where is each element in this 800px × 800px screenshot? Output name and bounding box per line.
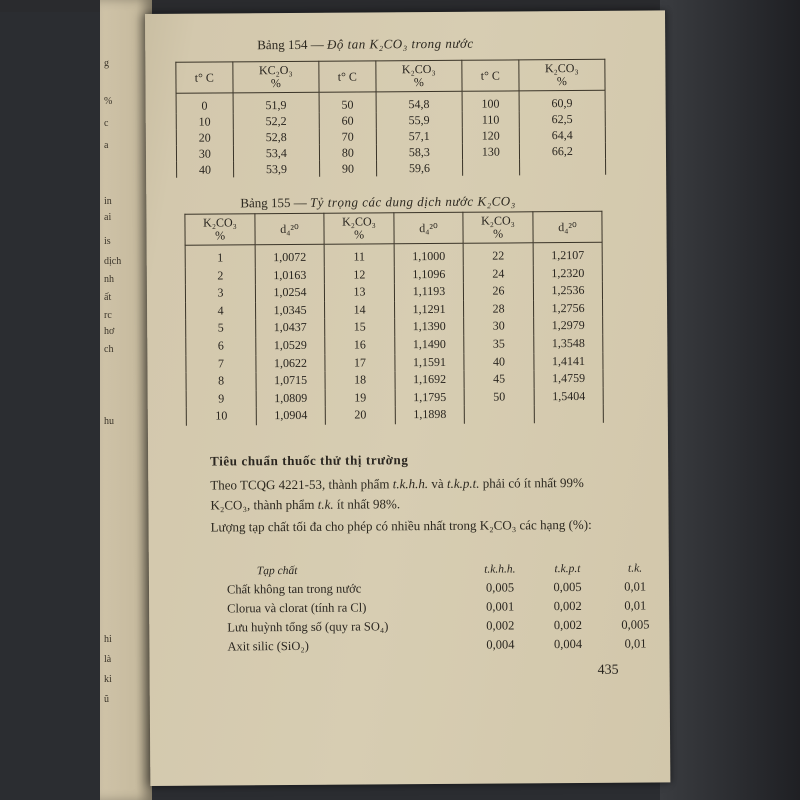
table-cell: 1,5404 xyxy=(534,388,603,406)
table-cell: 1,1193 xyxy=(394,283,463,301)
table-cell: 0,004 xyxy=(553,636,583,652)
table-cell: 30 xyxy=(176,145,233,161)
table-cell xyxy=(534,405,603,423)
table-cell: 45 xyxy=(464,370,534,388)
table-cell: 15 xyxy=(325,319,395,337)
left-fragment: ki xyxy=(104,674,112,685)
table-cell: 26 xyxy=(463,282,533,300)
impurity-name: Axit silic (SiO₂) xyxy=(227,638,309,654)
table-cell: 1,1692 xyxy=(395,371,464,389)
left-fragment: % xyxy=(104,96,113,107)
table154-caption-number: Bảng 154 — xyxy=(257,36,324,53)
table-cell: 80 xyxy=(319,144,376,160)
paragraph-impurities: Lượng tạp chất tối đa cho phép có nhiều nhất trong K₂CO₃ các hạng (%): xyxy=(210,516,592,535)
table-cell: 19 xyxy=(325,389,395,407)
table-cell: 1,1591 xyxy=(395,353,464,371)
table-cell: 66,2 xyxy=(519,143,605,160)
section-title: Tiêu chuẩn thuốc thử thị trường xyxy=(210,452,409,469)
table-cell: 6 xyxy=(186,337,256,355)
table-cell: 1,2107 xyxy=(533,242,602,265)
table-cell: 1,0072 xyxy=(255,244,324,267)
table-cell: 13 xyxy=(324,283,394,301)
impurities-table xyxy=(227,558,670,656)
column-header: t° C xyxy=(319,61,376,92)
table-cell: 0,01 xyxy=(624,579,647,594)
left-fragment: dịch xyxy=(104,256,122,267)
left-fragment: hu xyxy=(104,416,114,427)
column-header: t° C xyxy=(462,60,519,91)
table-cell: 1,0904 xyxy=(256,407,325,425)
table-cell: 1,0715 xyxy=(256,372,325,390)
table-154 xyxy=(175,59,606,178)
table-row xyxy=(177,159,606,178)
table-cell: 60 xyxy=(319,112,376,128)
left-fragment: là xyxy=(104,654,112,665)
table-cell: 70 xyxy=(319,128,376,144)
table-cell: 14 xyxy=(324,301,394,319)
column-header: d₄²⁰ xyxy=(255,213,324,244)
table154-caption xyxy=(257,36,474,54)
left-fragment: hơ xyxy=(104,326,115,337)
table-cell: 40 xyxy=(177,161,234,177)
left-fragment: ch xyxy=(104,344,114,355)
table-cell: 52,8 xyxy=(233,129,319,146)
table-cell: 1,1795 xyxy=(395,389,464,407)
table-155 xyxy=(184,211,603,426)
table-cell: 0,002 xyxy=(553,617,582,633)
column-header: t.k.h.h. xyxy=(484,562,516,576)
table-cell: 1,2320 xyxy=(533,264,602,282)
table-cell: 5 xyxy=(186,320,256,338)
table-cell: 20 xyxy=(325,407,395,425)
table-cell: 1,4141 xyxy=(534,352,603,370)
table-cell xyxy=(464,406,534,424)
column-header: K₂CO₃ % xyxy=(519,59,605,91)
table-cell: 2 xyxy=(185,267,255,285)
table-cell: 1,0345 xyxy=(256,302,325,320)
table-cell: 0,002 xyxy=(553,598,582,614)
table-cell: 0,005 xyxy=(553,579,582,595)
table-cell: 90 xyxy=(320,160,377,176)
left-fragment: c xyxy=(104,118,109,129)
table-cell: 22 xyxy=(463,243,533,266)
table-cell: 12 xyxy=(324,266,394,284)
left-fragment: is xyxy=(104,236,111,247)
left-fragment: rc xyxy=(104,310,112,321)
table-cell xyxy=(519,159,605,176)
left-fragment: nh xyxy=(104,274,114,285)
table-cell: 1,1000 xyxy=(394,243,463,266)
table-cell: 1,0163 xyxy=(255,266,324,284)
table-cell: 0 xyxy=(176,93,233,114)
left-fragment: hi xyxy=(104,634,112,645)
background-right xyxy=(660,0,800,800)
table-cell: 20 xyxy=(176,129,233,145)
table-cell: 51,9 xyxy=(233,92,319,113)
column-header: K₂CO₃ % xyxy=(463,212,533,243)
column-header: Tạp chất xyxy=(256,564,298,577)
table-cell: 4 xyxy=(186,302,256,320)
table-cell: 58,3 xyxy=(376,144,462,161)
table-cell: 1,0622 xyxy=(256,354,325,372)
column-header: t.k. xyxy=(627,562,643,575)
table-cell: 110 xyxy=(462,111,519,127)
table-cell: 53,9 xyxy=(233,161,319,178)
table-cell: 3 xyxy=(185,284,255,302)
table-cell: 1,1898 xyxy=(395,406,464,424)
table-cell: 1,2536 xyxy=(533,282,602,300)
table-cell: 120 xyxy=(462,127,519,143)
table-cell: 1,1096 xyxy=(394,265,463,283)
table-cell: 1,1390 xyxy=(395,318,464,336)
table155-caption xyxy=(240,193,515,211)
table-cell: 50 xyxy=(319,92,376,113)
table-cell: 1,3548 xyxy=(534,335,603,353)
table-cell: 16 xyxy=(325,336,395,354)
table-cell: 0,005 xyxy=(621,617,650,632)
column-header: KC₂O₃ % xyxy=(233,61,319,93)
table-cell: 1,2756 xyxy=(534,300,603,318)
table155-caption-number: Bảng 155 — xyxy=(240,194,307,211)
table-cell: 1,2979 xyxy=(534,317,603,335)
table-cell: 18 xyxy=(325,371,395,389)
table-cell: 59,6 xyxy=(376,160,462,177)
table-cell: 52,2 xyxy=(233,113,319,130)
table-cell: 57,1 xyxy=(376,128,462,145)
impurity-name: Chất không tan trong nước xyxy=(226,581,362,597)
column-header: t° C xyxy=(176,62,233,93)
left-fragment: g xyxy=(104,58,109,69)
paragraph-standard: Theo TCQG 4221-53, thành phẩm t.k.h.h. và t.k.p.t. phải có ít nhất 99% K₂CO₃, thành phẩm t.k. ít nhất 98%. xyxy=(210,474,584,513)
table-cell: 130 xyxy=(462,143,519,159)
table-cell: 10 xyxy=(186,408,256,426)
table-cell: 24 xyxy=(463,265,533,283)
impurity-name: Lưu huỳnh tổng số (quy ra SO₄) xyxy=(227,619,389,635)
table-cell: 35 xyxy=(464,335,534,353)
table-cell: 17 xyxy=(325,354,395,372)
table-cell: 1,1291 xyxy=(395,301,464,319)
column-header: K₂CO₃ % xyxy=(376,60,462,92)
column-header: d₄²⁰ xyxy=(533,211,602,242)
table-cell: 53,4 xyxy=(233,145,319,162)
table155-caption-title: Tỷ trọng các dung dịch nước K₂CO₃ xyxy=(309,193,516,210)
left-fragment: ũ xyxy=(104,694,109,705)
column-header: t.k.p.t xyxy=(554,562,581,575)
table-cell: 0,001 xyxy=(486,599,515,614)
table-cell: 30 xyxy=(464,318,534,336)
table-cell: 1 xyxy=(185,245,255,268)
table-cell: 62,5 xyxy=(519,111,605,128)
table-cell: 0,002 xyxy=(486,618,515,633)
table-row xyxy=(185,242,602,267)
left-fragment: in xyxy=(104,196,112,207)
table-cell: 1,0437 xyxy=(256,319,325,337)
left-fragment: ai xyxy=(104,212,112,223)
page-number: 435 xyxy=(597,662,619,678)
table-cell: 8 xyxy=(186,372,256,390)
table-cell: 40 xyxy=(464,353,534,371)
table-cell: 50 xyxy=(464,388,534,406)
left-page-edge xyxy=(100,0,152,800)
table-row xyxy=(186,405,603,426)
left-fragment: a xyxy=(104,140,109,151)
book-page xyxy=(145,10,670,786)
left-fragment: ất xyxy=(104,292,112,303)
table-cell: 7 xyxy=(186,355,256,373)
impurity-name: Clorua và clorat (tính ra Cl) xyxy=(227,600,367,616)
table-row xyxy=(227,634,669,656)
table-cell: 100 xyxy=(462,91,519,112)
table-cell: 0,005 xyxy=(485,580,515,595)
table-cell: 1,4759 xyxy=(534,370,603,388)
column-header: K₂CO₃ % xyxy=(185,214,255,245)
table154-caption-title: Độ tan K₂CO₃ trong nước xyxy=(326,35,474,52)
table-cell: 10 xyxy=(176,113,233,129)
table-cell: 60,9 xyxy=(519,90,605,111)
table-cell: 64,4 xyxy=(519,127,605,144)
table-cell: 28 xyxy=(463,300,533,318)
table-cell: 0,01 xyxy=(624,636,647,651)
table-cell: 1,0254 xyxy=(255,284,324,302)
table-cell: 1,1490 xyxy=(395,336,464,354)
table-cell xyxy=(462,159,519,175)
table-cell: 54,8 xyxy=(376,91,462,112)
table-cell: 9 xyxy=(186,390,256,408)
table-cell: 0,004 xyxy=(486,637,515,652)
table-cell: 11 xyxy=(324,244,394,267)
column-header: K₂CO₃ % xyxy=(324,213,394,244)
table-cell: 0,01 xyxy=(624,598,647,613)
table-cell: 1,0809 xyxy=(256,390,325,408)
table-cell: 1,0529 xyxy=(256,337,325,355)
column-header: d₄²⁰ xyxy=(394,212,463,243)
table-cell: 55,9 xyxy=(376,112,462,129)
